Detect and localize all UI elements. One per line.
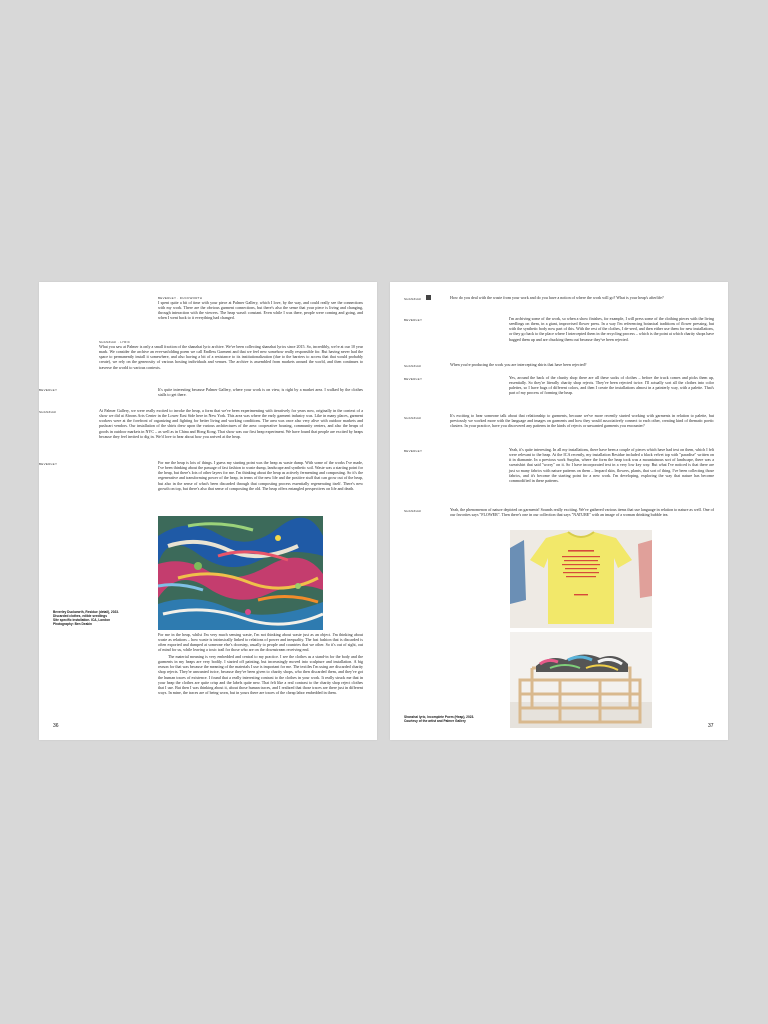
- speaker-label: SHANZHAI: [404, 416, 422, 420]
- paragraph: How do you deal with the waste from your work and do you have a notion of where the work will go? What is your heap's afterlife?: [450, 295, 664, 300]
- speaker-label: SHANZHAI: [39, 410, 57, 414]
- paragraph: It's exciting to hear someone talk about that relationship to garments, because we've more recently started working with garments in relation to palette, but previously we worked more with the language and images on garments and how they would associatively connect to each other, creating kind of thematic poetic clusters. In your practice, have you discovered any patterns in the kinds of rejects or unwanted garments you encounter?: [450, 413, 714, 429]
- right-page: [390, 282, 728, 740]
- paragraph: Yeah, the phenomenon of nature depicted on garments! Sounds really exciting. We've gathered various items that use language in relation to nature as well. One of our favorites says "FLOWER". Then there's one in our collection that says "NATURE" with an image of a woman drinking bubble tea.: [450, 507, 714, 518]
- paragraph: For me the heap is lots of things. I guess my starting point was the heap as waste dump. With some of the works I've made, I've been thinking about the passage of fast fashion to waste dump, landscape and synthetic soil. Waste was a starting point for the heap, but there's lots of other layers for me. I'm thinking about the heap as actively fermenting and composting. So it's the regenerative and transforming power of the heap, in terms of the new life and the positive stuff that can grow out of the heap, but also in the sense of what's been discarded through that composting process essentially regenerating itself. There's new growth on top, but there's also that sense of composting the old. The heap offers entangled perspectives on life and death.: [158, 460, 363, 491]
- paragraph: Yes, around the back of the charity shop there are all these sacks of clothes – before the truck comes and picks them up, essentially. So they're literally charity shop rejects. They've been rejected twice. I'll actually sort all the clothes into color palettes, so I have bags of different colors, and then I create the installations almost in a painterly way, with a palette. That's part of my process of forming the heap.: [509, 375, 714, 396]
- paragraph: I'm archiving some of the work, so when a show finishes, for example, I will press some of the clothing pieces with the living seedlings on them, in a giant, improvised flower press. In a way I'm referencing botanical traditions of flower pressing, but with the synthetic body now part of this. With the rest of the clothes, I de-seed, and then either use them for new installations, or they go back to the place where I intercepted them in the recycling process – which is the point at which charity shops have bagged them up and are chucking them out because they've been rejected.: [509, 316, 714, 342]
- image-caption: Beverley Duckworth, Residue (detail), 2023. Discarded clothes, edible seedlings Site specific installation. ICA, London Photography: Ben Deakin: [53, 610, 119, 626]
- paragraph: It's quite interesting because Palmer Gallery, where your work is on view, is right by a market area. I walked by the clothes stalls to get there.: [158, 387, 363, 398]
- page-number: 37: [708, 723, 714, 729]
- paragraph: When you're producing the work you are intercepting shirts that have been rejected?: [450, 362, 587, 367]
- speaker-label: BEVERLEY: [404, 449, 423, 453]
- artwork-photo-heap-table: [510, 632, 652, 728]
- square-marker-icon: [426, 295, 431, 300]
- artwork-photo-residue: [158, 516, 323, 630]
- image-caption: Shanzhai lyric, Incomplete Poem (Heap), 2023. Courtesy of the artist and Palmer Gallery: [404, 715, 475, 723]
- speaker-label: BEVERLEY: [404, 377, 423, 381]
- paragraph: At Palmer Gallery, we were really excited to invoke the heap, a form that we've been experimenting with iteratively for years now, originally in the context of a show we did at Abrons Arts Center in the Lower East Side here in New York. This area was where the early garment industry was. Like in many places, garment workers were at the forefront of organizing and fighting for better living and working conditions. The area was once also very alive with outdoor markets and pushcart vendors. Our installation of the shirts drew upon the various architectures of the area: cooperative housing, community centers, and also the heaps of goods in outdoor markets in NYC – as well as in China and Hong Kong. That show was our first heap experiment. We have found that people are excited by heaps because they feel invited to dig in. We'd love to hear about how you arrived at the heap.: [99, 408, 363, 439]
- speaker-label: BEVERLEY: [404, 318, 423, 322]
- speaker-label: SHANZHAI: [404, 509, 422, 513]
- speaker-label: BEVERLEY: [39, 388, 58, 392]
- left-page: [39, 282, 377, 740]
- paragraph: The material meaning is very embedded and central to my practice. I see the clothes as a stand-in for the body and the garments in my heaps are very bodily. I started off painting, but increasingly moved into sculpture and installation. A big reason for that was because the meaning of the materials I use is important for me. The textiles I'm using are discarded charity shop rejects. They're unwanted twice, because they've been given to charity shops, who then discarded them, and they've got the human traces of existence. I found that a really interesting contrast to the clothes in your work. It really struck me that in your heap the clothes are quite crisp and the labels quite new. That felt like a real contrast to the charity shop reject clothes that I use. But then I was thinking about it, about those human traces, and I realized that those traces are there just in different ways. In mine, the traces are of being worn, but in yours there are traces of the cheap labor embedded in them.: [158, 654, 363, 696]
- artwork-photo-yellow-shirt: [510, 530, 652, 628]
- page-number: 36: [53, 723, 59, 729]
- paragraph: What you saw at Palmer is only a small fraction of the shanzhai lyric archive. We've been collecting shanzhai lyrics since 2015. So, incredibly, we're at our 10 year mark. We consider the archive an ever-unfolding poem we call Endless Garment and that we feel new somehow really responsible for. But having never had the space to permanently install it somewhere, and also having a bit of a resistance to its institutionalization (due to the barriers to access that that would probably create), we rely on the generosity of various hosting individuals and venues. The archive is assembled from markets around the world, and then continues to traverse the world to various contexts.: [99, 344, 363, 370]
- speaker-label: SHANZHAI: [404, 364, 422, 368]
- paragraph: I spent quite a bit of time with your piece at Palmer Gallery, which I love, by the way, and could really see the connections with my work. There are the obvious garment connections, but there's also the sense that your piece is living and changing, through interaction with the viewers. The heap wasn't constant. Even while I was there, people were coming and going, and when I went back to it everything had changed.: [158, 300, 363, 321]
- speaker-label: BEVERLEY: [39, 462, 58, 466]
- paragraph: For me in the heap, whilst I'm very much sensing waste, I'm not thinking about waste just as an object. I'm thinking about waste as relations – how waste is intrinsically linked to relations of power and inequality. The fast fashion that is discarded is often exported and dumped at someone else's doorstep, usually to people and countries that we other. So it's out of sight, out of mind for us, while leaving a toxic trail for those who are on the downstream receiving end.: [158, 632, 363, 653]
- paragraph: Yeah, it's quite interesting. In all my installations, there have been a couple of pieces which have had text on them, which I felt were relevant to the heap. At the ICA recently, my installation Residue included a black velvet top with "paradise" written on it in diamante. In a previous work Surplus, where the form the heap took was a mountainous sort of landscape, there was a sweatshirt that said "worry" on it. So I have incorporated text in a very low key way. But what I've noticed is that there are just so many fabrics with nature patterns on them – leopard skin, flowers, plants, that sort of thing. I've been collecting those fabrics, and it's become the starting point for a new work. I'm developing, exploring the way that nature has become commodified in these patterns.: [509, 447, 714, 483]
- speaker-label: SHANZHAI: [404, 297, 422, 301]
- speaker-label: SHANZHAI · LYRIC: [99, 340, 131, 344]
- speaker-label: BEVERLEY · DUCKWORTH: [158, 296, 203, 300]
